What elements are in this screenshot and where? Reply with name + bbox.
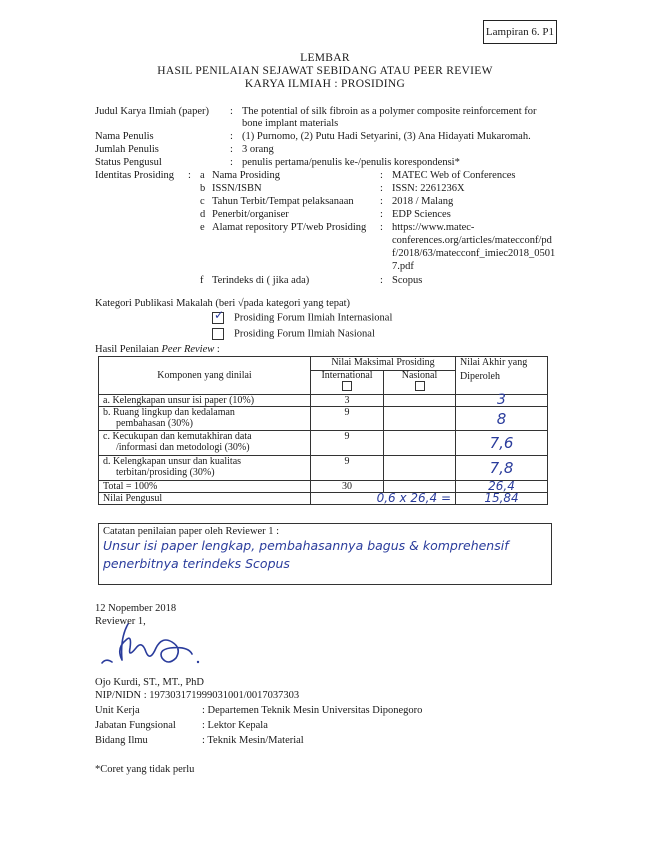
- judul-label: Judul Karya Ilmiah (paper): [95, 106, 209, 117]
- lampiran-box: Lampiran 6. P1: [483, 20, 557, 44]
- nama-value: (1) Purnomo, (2) Putu Hadi Setyarini, (3) Ana Hidayati Mukaromah.: [242, 131, 531, 142]
- row-b-label-cell: [99, 407, 311, 431]
- row-d-label-1: d. Kelengkapan unsur dan kualitas: [103, 456, 242, 467]
- row-a-label: a. Kelengkapan unsur isi paper (10%): [99, 395, 311, 407]
- status-value: penulis pertama/penulis ke-/penulis korespondensi*: [242, 157, 460, 168]
- jabatan-value: : Lektor Kepala: [202, 720, 268, 731]
- row-b-label-1: b. Ruang lingkup dan kedalaman: [103, 407, 235, 418]
- total-score: 26,4: [456, 481, 548, 493]
- item-a-value: MATEC Web of Conferences: [392, 170, 516, 181]
- item-c-letter: c: [200, 196, 205, 207]
- kategori-label: Kategori Publikasi Makalah (beri √pada kategori yang tepat): [95, 298, 351, 309]
- bidang-value: : Teknik Mesin/Material: [202, 735, 304, 746]
- item-d-letter: d: [200, 209, 206, 220]
- bidang-label: Bidang Ilmu: [95, 735, 148, 746]
- date: 12 Nopember 2018: [95, 603, 177, 614]
- row-d-max: 9: [311, 456, 384, 481]
- url-line-2: conferences.org/articles/matecconf/pd: [392, 235, 552, 246]
- colon: :: [230, 106, 233, 117]
- url-line-4: 7.pdf: [392, 261, 414, 272]
- kategori-option-internasional[interactable]: [212, 308, 393, 324]
- total-max: 30: [311, 481, 384, 493]
- notes-handwriting-1: Unsur isi paper lengkap, pembahasannya bagus & komprehensif: [103, 538, 509, 553]
- header-nasional-cell: [384, 371, 456, 395]
- colon: :: [230, 131, 233, 142]
- empty-checkbox-icon[interactable]: [212, 328, 224, 340]
- row-d-nasional: [384, 456, 456, 481]
- colon: :: [380, 275, 383, 286]
- header-akhir-2: Diperoleh: [456, 371, 548, 395]
- status-label: Status Pengusul: [95, 157, 162, 168]
- jumlah-label: Jumlah Penulis: [95, 144, 159, 155]
- row-a-nasional: [384, 395, 456, 407]
- colon: :: [380, 170, 383, 181]
- title-line-2-text: HASIL PENILAIAN SEJAWAT SEBIDANG ATAU PEER REVIEW: [157, 65, 493, 77]
- item-b-label: ISSN/ISBN: [212, 183, 262, 194]
- hasil-label: [95, 344, 220, 355]
- item-e-letter: e: [200, 222, 205, 233]
- title-line-2: [0, 65, 650, 77]
- reviewer-name: Ojo Kurdi, ST., MT., PhD: [95, 677, 204, 688]
- header-international: International: [321, 370, 373, 381]
- row-b-nasional: [384, 407, 456, 431]
- url-line-3: f/2018/63/matecconf_imiec2018_0501: [392, 248, 556, 259]
- header-akhir-1: Nilai Akhir yang: [456, 357, 548, 371]
- colon: :: [380, 222, 383, 233]
- header-komponen: Komponen yang dinilai: [99, 357, 311, 395]
- checked-checkbox-icon[interactable]: ✓: [214, 308, 225, 322]
- row-a-score: 3: [456, 395, 548, 407]
- total-label: Total = 100%: [99, 481, 311, 493]
- checkbox-icon: [415, 381, 425, 391]
- table-row: [99, 395, 548, 407]
- item-c-label: Tahun Terbit/Tempat pelaksanaan: [212, 196, 354, 207]
- header-maks: Nilai Maksimal Prosiding: [311, 357, 456, 371]
- row-c-label-1: c. Kecukupan dan kemutakhiran data: [103, 431, 252, 442]
- colon: :: [230, 157, 233, 168]
- item-b-letter: b: [200, 183, 206, 194]
- row-d-score: 7,8: [456, 456, 548, 481]
- item-e-label: Alamat repository PT/web Prosiding: [212, 222, 367, 233]
- row-c-nasional: [384, 431, 456, 456]
- unit-label: Unit Kerja: [95, 705, 140, 716]
- nama-label: Nama Penulis: [95, 131, 154, 142]
- signature-icon: [92, 618, 232, 680]
- kategori-option-nasional[interactable]: [212, 328, 375, 340]
- notes-label: Catatan penilaian paper oleh Reviewer 1 :: [103, 526, 280, 537]
- footnote: *Coret yang tidak perlu: [95, 764, 195, 775]
- colon: :: [380, 196, 383, 207]
- hasil-label-prefix: Hasil Penilaian: [95, 344, 162, 355]
- kategori-option-1-label: Prosiding Forum Ilmiah Internasional: [234, 312, 393, 324]
- table-row: [99, 456, 548, 481]
- header-international-cell: [311, 371, 384, 395]
- table-total-row: [99, 481, 548, 493]
- item-d-value: EDP Sciences: [392, 209, 451, 220]
- pengusul-label: Nilai Pengusul: [99, 493, 311, 505]
- reviewer-nip: NIP/NIDN : 197303171999031001/0017037303: [95, 690, 300, 701]
- judul-value-2: bone implant materials: [242, 118, 339, 129]
- colon: :: [380, 209, 383, 220]
- title-line-3: KARYA ILMIAH : PROSIDING: [244, 78, 406, 90]
- header-nasional: Nasional: [401, 370, 438, 381]
- colon: :: [188, 170, 191, 181]
- item-f-value: Scopus: [392, 275, 423, 286]
- hasil-label-em: Peer Review: [161, 344, 215, 355]
- unit-value: : Departemen Teknik Mesin Universitas Diponegoro: [202, 705, 423, 716]
- notes-handwriting-2: penerbitnya terindeks Scopus: [103, 556, 290, 571]
- reviewer-notes-box: [98, 523, 552, 585]
- item-a-letter: a: [200, 170, 205, 181]
- item-e-value: https://www.matec-: [392, 222, 475, 233]
- colon: :: [380, 183, 383, 194]
- reviewer-label: Reviewer 1,: [95, 616, 146, 627]
- row-d-label-2: terbitan/prosiding (30%): [116, 467, 215, 478]
- item-c-value: 2018 / Malang: [392, 196, 454, 207]
- item-a-label: Nama Prosiding: [212, 170, 280, 181]
- row-c-label-cell: [99, 431, 311, 456]
- table-row: [99, 431, 548, 456]
- row-b-max: 9: [311, 407, 384, 431]
- title-line-1: LEMBAR: [300, 52, 350, 64]
- judul-value-1: The potential of silk fibroin as a polymer composite reinforcement for: [242, 106, 537, 117]
- item-f-label: Terindeks di ( jika ada): [212, 275, 310, 286]
- score-table: [98, 356, 548, 505]
- jumlah-value: 3 orang: [242, 144, 274, 155]
- pengusul-score: 15,84: [456, 493, 548, 505]
- row-c-label-2: /informasi dan metodologi (30%): [116, 442, 250, 453]
- checkbox-icon: [342, 381, 352, 391]
- hasil-label-suffix: :: [214, 344, 220, 355]
- identitas-label: Identitas Prosiding: [95, 170, 175, 181]
- row-d-label-cell: [99, 456, 311, 481]
- item-b-value: ISSN: 2261236X: [392, 183, 465, 194]
- table-pengusul-row: [99, 493, 548, 505]
- table-header-row: [99, 357, 548, 371]
- row-b-label-2: pembahasan (30%): [116, 418, 193, 429]
- pengusul-calc: 0,6 x 26,4 =: [311, 493, 456, 505]
- row-b-score: 8: [456, 407, 548, 431]
- row-c-score: 7,6: [456, 431, 548, 456]
- item-d-label: Penerbit/organiser: [212, 209, 289, 220]
- table-row: [99, 407, 548, 431]
- jabatan-label: Jabatan Fungsional: [95, 720, 176, 731]
- row-c-max: 9: [311, 431, 384, 456]
- row-a-max: 3: [311, 395, 384, 407]
- item-f-letter: f: [200, 275, 204, 286]
- kategori-option-2-label: Prosiding Forum Ilmiah Nasional: [234, 328, 375, 340]
- colon: :: [230, 144, 233, 155]
